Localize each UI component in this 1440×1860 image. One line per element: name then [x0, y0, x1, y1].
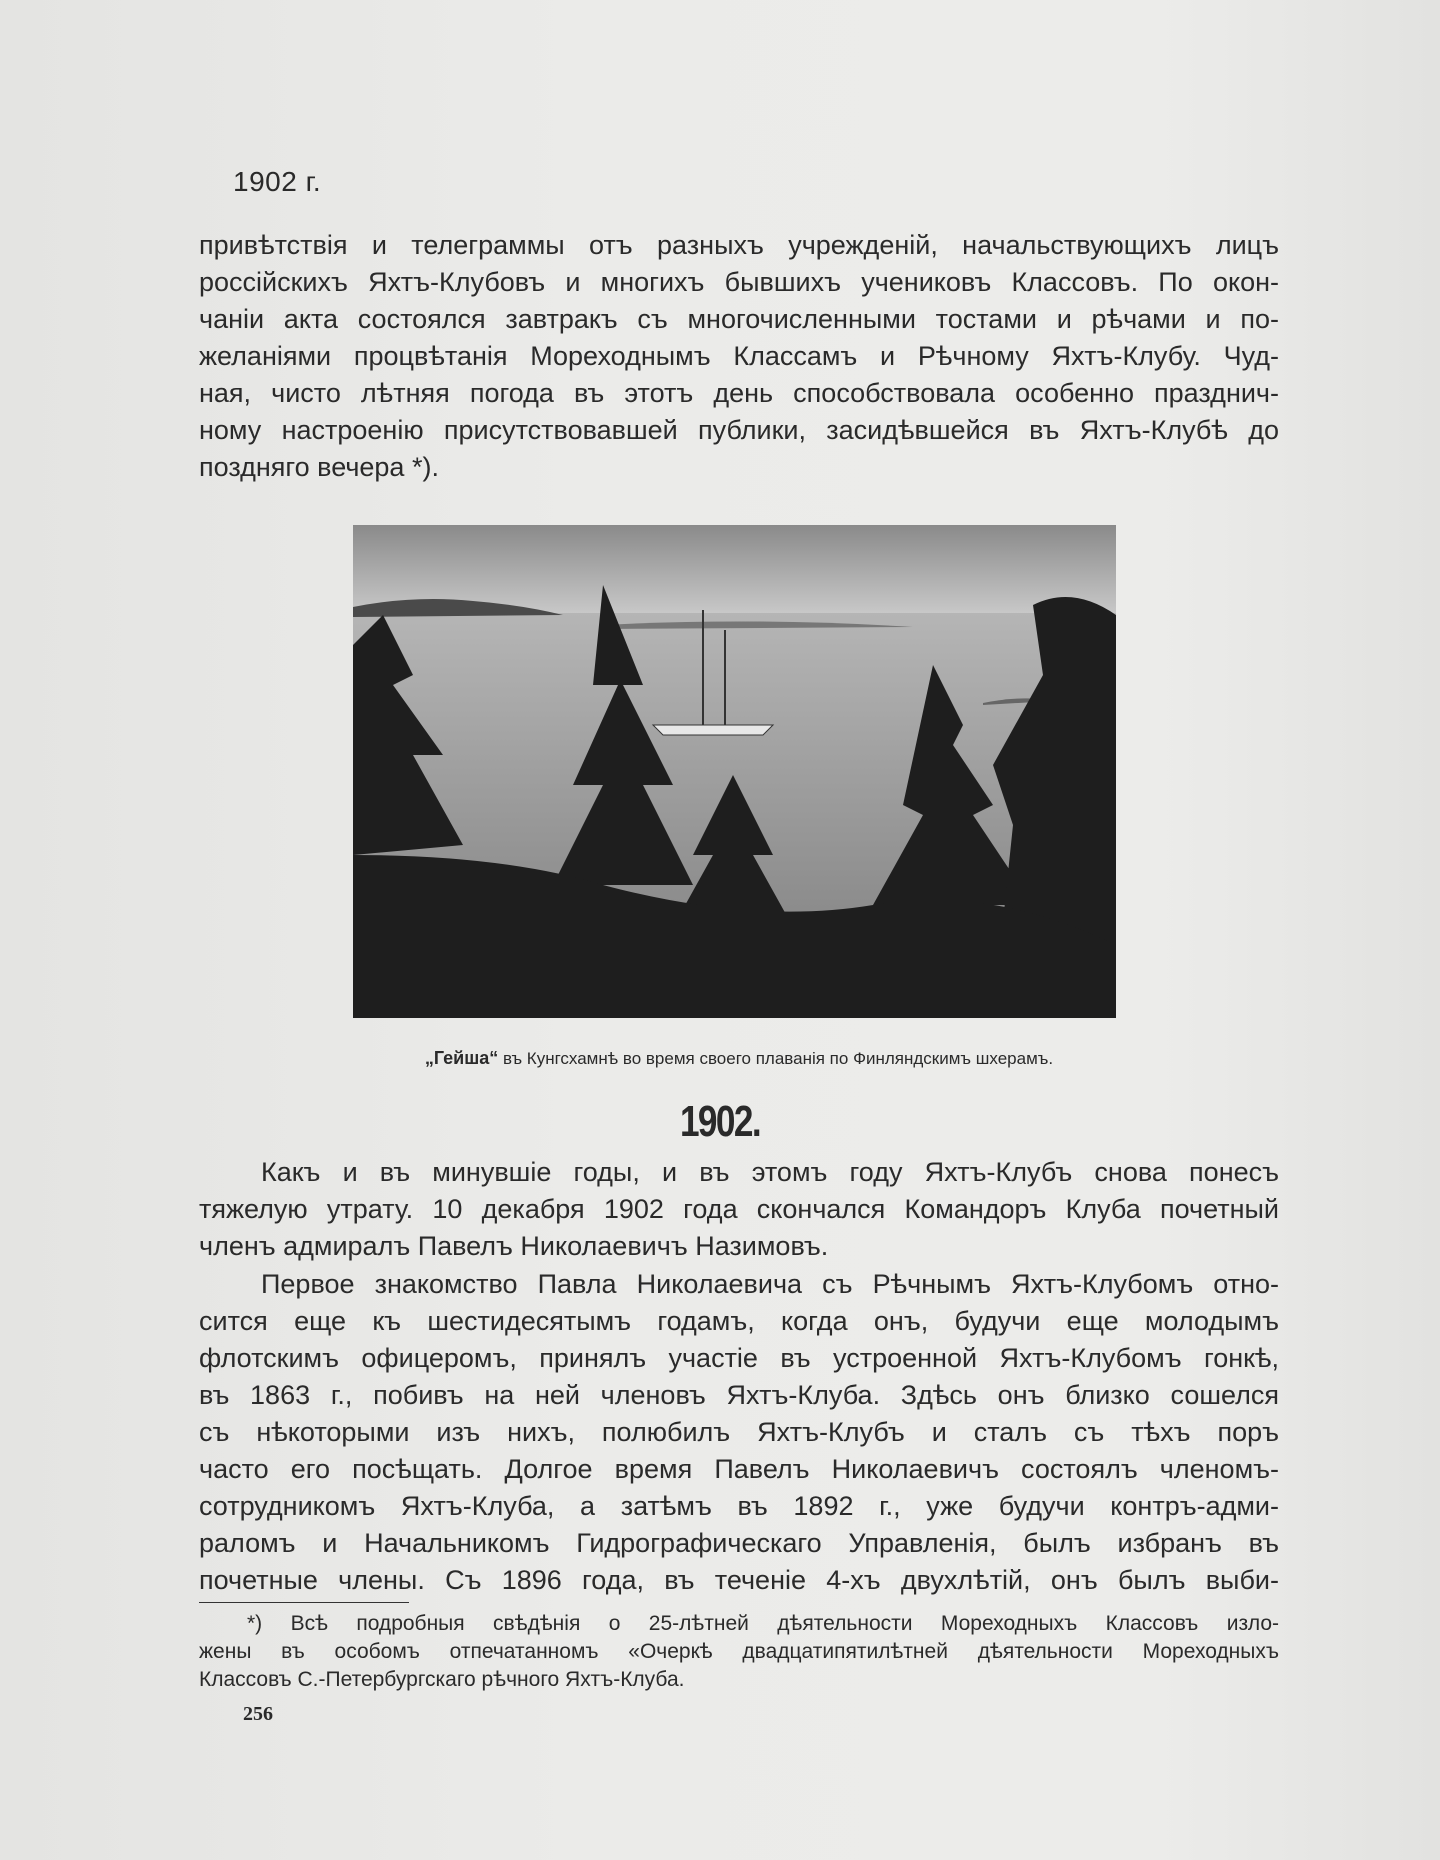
footnote-line: Классовъ С.-Петербургскаго рѣчного Яхтъ-Клуба.	[199, 1668, 685, 1691]
text-line: ная, чисто лѣтняя погода въ этотъ день способствовала особенно празднич-	[199, 378, 1279, 408]
footnote-divider	[199, 1602, 409, 1603]
text-line: привѣтствія и телеграммы отъ разныхъ учрежденій, начальствующихъ лицъ	[199, 230, 1279, 260]
running-head: 1902 г.	[233, 166, 322, 197]
photo-caption	[199, 1048, 1279, 1069]
text-line: желаніями процвѣтанія Мореходнымъ Классамъ и Рѣчному Яхтъ-Клубу. Чуд-	[199, 341, 1279, 371]
paragraph-1	[199, 1154, 1279, 1265]
photo-illustration	[353, 525, 1116, 1018]
text-line: флотскимъ офицеромъ, принялъ участіе въ устроенной Яхтъ-Клубомъ гонкѣ,	[199, 1343, 1279, 1373]
footnote-line: жены въ особомъ отпечатанномъ «Очеркѣ двадцатипятилѣтней дѣятельности Мореходныхъ	[199, 1640, 1279, 1663]
text-line: ному настроенію присутствовавшей публики, засидѣвшейся въ Яхтъ-Клубѣ до	[199, 415, 1279, 445]
text-line: раломъ и Начальникомъ Гидрографическаго Управленія, былъ избранъ въ	[199, 1528, 1279, 1558]
section-title: 1902.	[679, 1097, 761, 1146]
text-line: Какъ и въ минувшіе годы, и въ этомъ году Яхтъ-Клубъ снова понесъ	[261, 1157, 1279, 1187]
text-line: сится еще къ шестидесятымъ годамъ, когда онъ, будучи еще молодымъ	[199, 1306, 1279, 1336]
top-paragraph	[199, 227, 1279, 486]
page-number: 256	[243, 1703, 273, 1725]
text-line: Первое знакомство Павла Николаевича съ Рѣчнымъ Яхтъ-Клубомъ отно-	[261, 1269, 1279, 1299]
paragraph-2	[199, 1266, 1279, 1599]
text-line: поздняго вечера *).	[199, 452, 439, 482]
text-line: россійскихъ Яхтъ-Клубовъ и многихъ бывшихъ учениковъ Классовъ. По окон-	[199, 267, 1279, 297]
footnote-line: *) Всѣ подробныя свѣдѣнія о 25-лѣтней дѣятельности Мореходныхъ Классовъ изло-	[247, 1612, 1279, 1635]
text-line: почетные члены. Съ 1896 года, въ теченіе 4-хъ двухлѣтій, онъ былъ выби-	[199, 1565, 1279, 1595]
text-line: чаніи акта состоялся завтракъ съ многочисленными тостами и рѣчами и по-	[199, 304, 1279, 334]
text-line: въ 1863 г., побивъ на ней членовъ Яхтъ-Клуба. Здѣсь онъ близко сошелся	[199, 1380, 1279, 1410]
text-line: часто его посѣщать. Долгое время Павелъ Николаевичъ состоялъ членомъ-	[199, 1454, 1279, 1484]
caption-text: въ Кунгсхамнѣ во время своего плаванія по Финляндскимъ шхерамъ.	[498, 1049, 1054, 1068]
text-line: тяжелую утрату. 10 декабря 1902 года скончался Командоръ Клуба почетный	[199, 1194, 1279, 1224]
caption-title: „Гейша“	[424, 1048, 499, 1068]
footnote	[199, 1610, 1279, 1694]
text-line: членъ адмиралъ Павелъ Николаевичъ Назимовъ.	[199, 1231, 829, 1261]
photo-yacht-in-skerries	[353, 525, 1116, 1018]
text-line: сотрудникомъ Яхтъ-Клуба, а затѣмъ въ 1892 г., уже будучи контръ-адми-	[199, 1491, 1279, 1521]
text-line: съ нѣкоторыми изъ нихъ, полюбилъ Яхтъ-Клубъ и сталъ съ тѣхъ поръ	[199, 1417, 1279, 1447]
